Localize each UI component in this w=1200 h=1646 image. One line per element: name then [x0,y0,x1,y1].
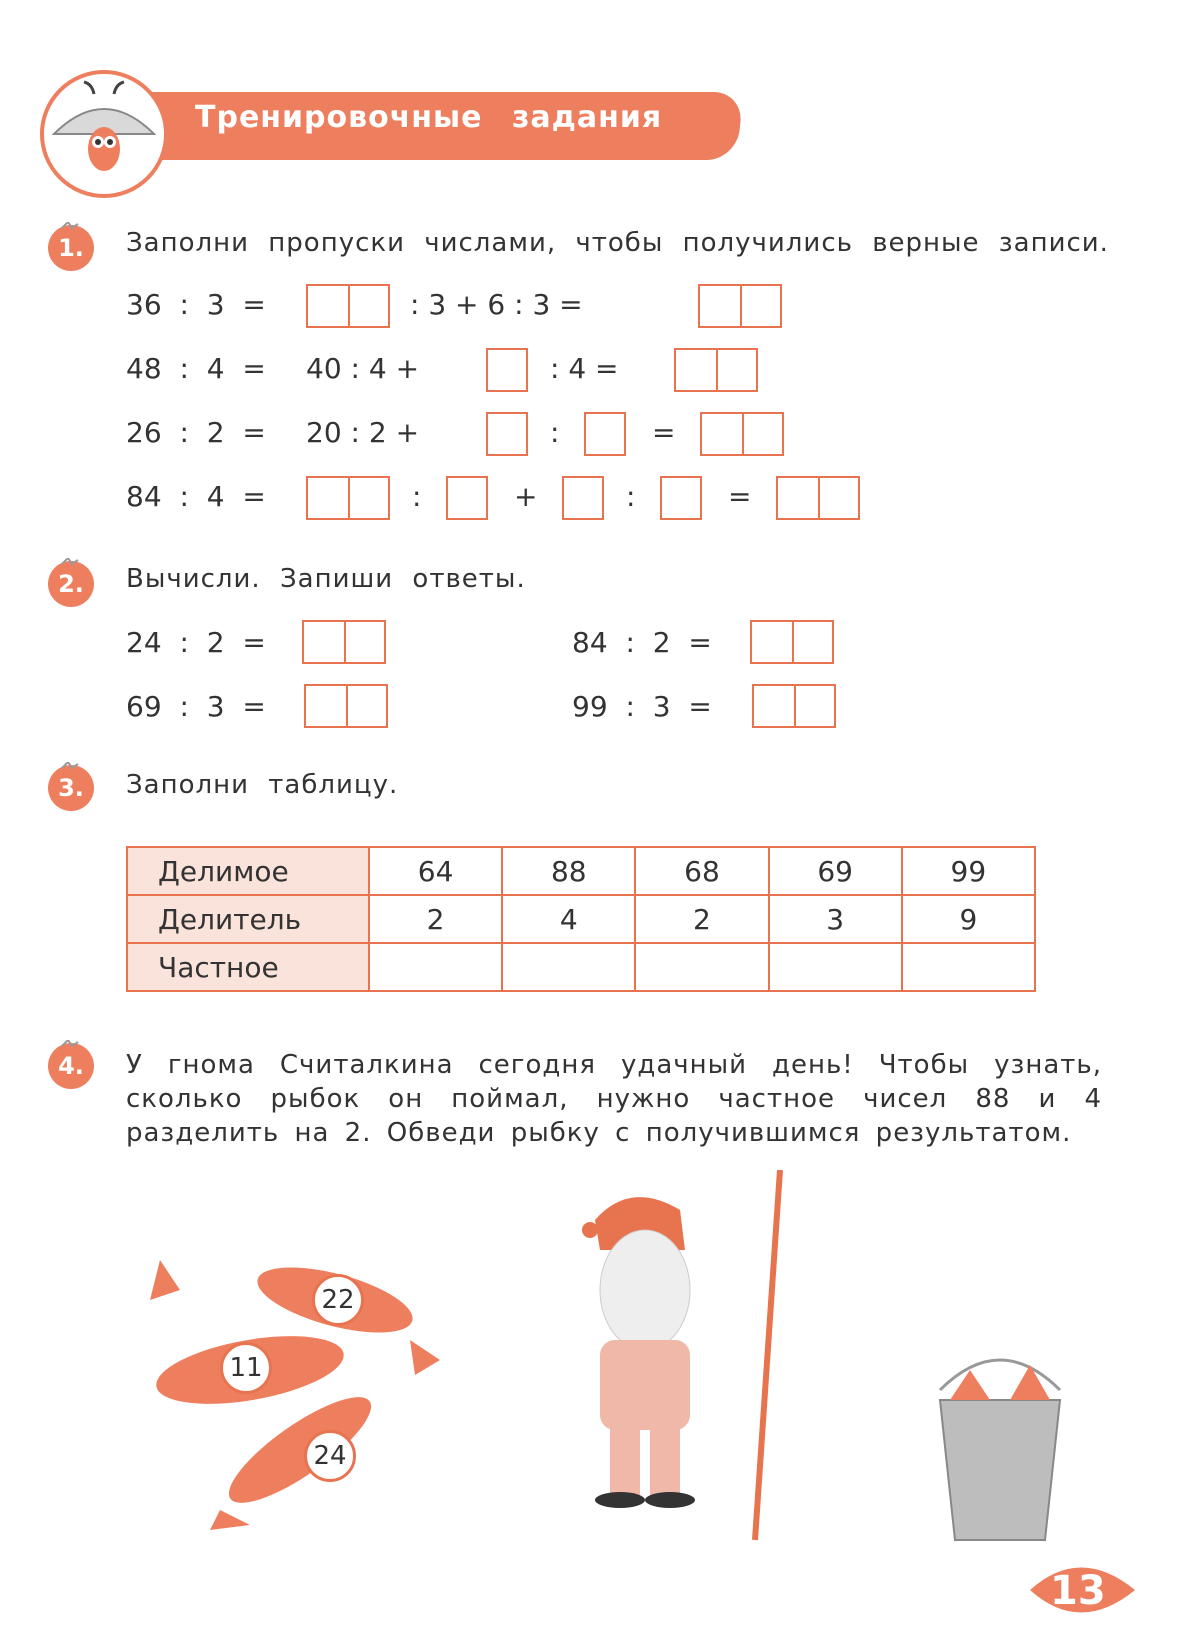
t1-row2-a: 48 : 4 = [126,352,266,385]
answer-box[interactable] [446,476,488,520]
table-cell: 9 [902,895,1035,943]
t1-row1-c: : 3 + 6 : 3 = [410,288,583,321]
answer-cell[interactable] [769,943,902,991]
table-cell: 68 [635,847,768,895]
answer-box[interactable] [486,412,528,456]
t1-row2-c: 40 : 4 + [306,352,420,385]
answer-box[interactable] [302,620,386,664]
task-3-text: Заполни таблицу. [126,770,399,800]
t1-row3-c: 20 : 2 + [306,416,420,449]
t2-item2: 84 : 2 = [572,626,712,659]
gnome-illustration [520,1170,820,1550]
mascot-illustration [40,70,168,198]
fish-button[interactable]: 24 [304,1430,356,1482]
answer-box[interactable] [750,620,834,664]
division-table [126,846,1036,992]
t2-item4: 99 : 3 = [572,690,712,723]
t2-item1: 24 : 2 = [126,626,266,659]
task-2-badge [48,558,100,610]
answer-box[interactable] [486,348,528,392]
task-3-badge [48,762,100,814]
answer-cell[interactable] [502,943,635,991]
page-number: 13 [1050,1568,1106,1614]
fish-button[interactable]: 11 [220,1342,272,1394]
answer-cell[interactable] [369,943,502,991]
answer-box[interactable] [562,476,604,520]
answer-cell[interactable] [902,943,1035,991]
fish-button[interactable]: 22 [312,1274,364,1326]
table-row [127,895,1035,943]
answer-box[interactable] [304,684,388,728]
answer-box[interactable] [700,412,784,456]
bucket-illustration [910,1350,1090,1550]
task-3-number: 3. [58,774,84,802]
table-cell: 99 [902,847,1035,895]
task-4-badge [48,1040,100,1092]
answer-box[interactable] [306,284,390,328]
task-4-text: У гнома Считалкина сегодня удачный день! Чтобы узнать, сколько рыбок он поймал, нужно частное чисел 88 и 4 разделить на 2. Обведи рыбку с получившимся результатом. [126,1050,1102,1148]
table-row [127,943,1035,991]
t1-row2-d: : 4 = [550,352,619,385]
row-label: Делимое [127,847,369,895]
row-label: Делитель [127,895,369,943]
task-2-number: 2. [58,570,84,598]
answer-box[interactable] [752,684,836,728]
row-label: Частное [127,943,369,991]
t1-row4-plus: + [514,480,538,513]
answer-box[interactable] [584,412,626,456]
answer-cell[interactable] [635,943,768,991]
t1-row3-eq: = [652,416,676,449]
t1-row4-colon: : [412,480,422,513]
table-row [127,847,1035,895]
table-cell: 69 [769,847,902,895]
task-4-number: 4. [58,1052,84,1080]
answer-box[interactable] [306,476,390,520]
table-cell: 2 [635,895,768,943]
t1-row4-a: 84 : 4 = [126,480,266,513]
answer-box[interactable] [660,476,702,520]
t1-row4-colon2: : [626,480,636,513]
page-title: Тренировочные задания [195,100,663,135]
answer-box[interactable] [698,284,782,328]
fish-illustration [140,1230,460,1530]
task-1-text: Заполни пропуски числами, чтобы получились верные записи. [126,228,1109,258]
t1-row4-eq: = [728,480,752,513]
table-cell: 2 [369,895,502,943]
table-cell: 88 [502,847,635,895]
t1-row3-colon: : [550,416,560,449]
t1-row3-a: 26 : 2 = [126,416,266,449]
answer-box[interactable] [674,348,758,392]
table-cell: 3 [769,895,902,943]
task-1-badge [48,222,100,274]
task-2-text: Вычисли. Запиши ответы. [126,564,526,594]
t1-row1-a: 36 : 3 = [126,288,266,321]
table-cell: 4 [502,895,635,943]
table-cell: 64 [369,847,502,895]
task-1-number: 1. [58,234,84,262]
t2-item3: 69 : 3 = [126,690,266,723]
answer-box[interactable] [776,476,860,520]
